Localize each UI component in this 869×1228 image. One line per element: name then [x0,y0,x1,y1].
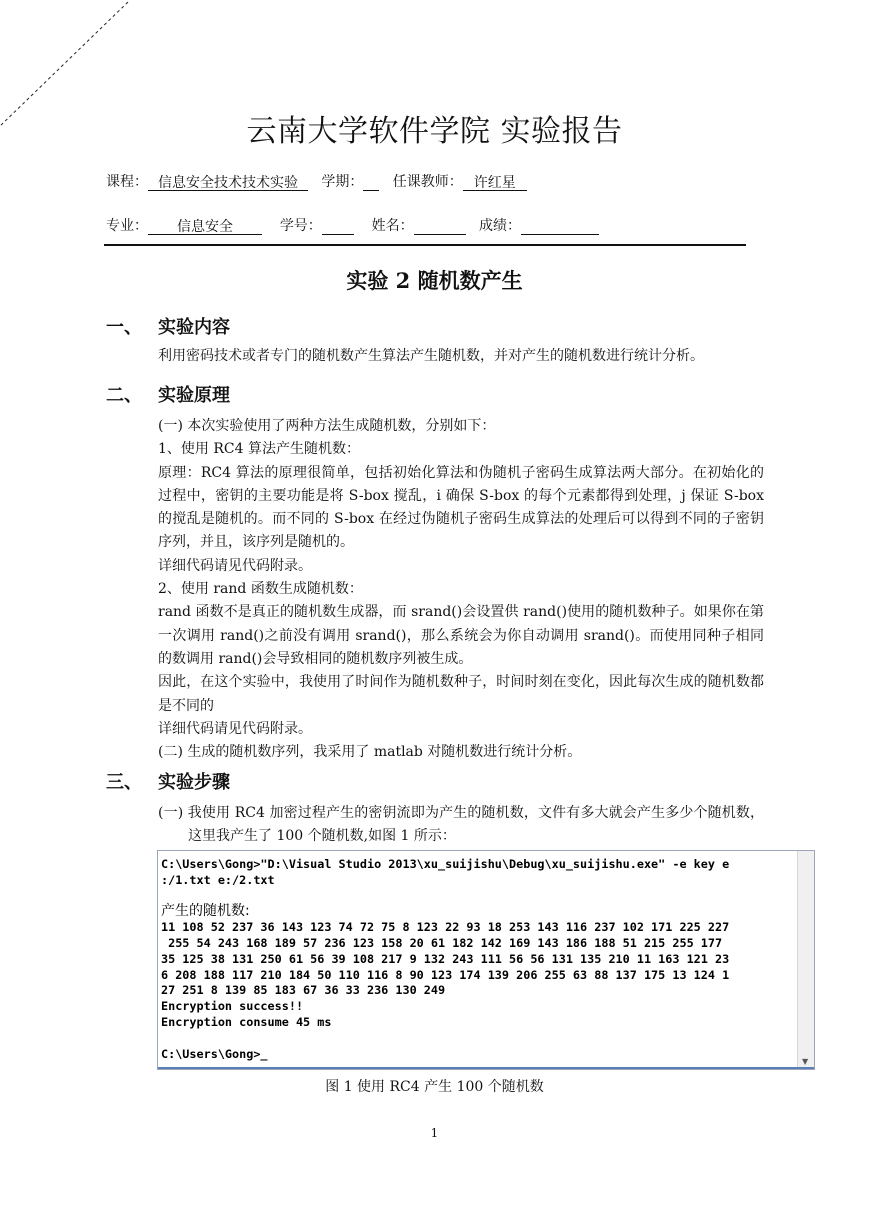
paragraph: 因此，在这个实验中，我使用了时间作为随机数种子，时间时刻在变化，因此每次生成的随机数都是不同的 [158,674,764,714]
term-label: 学期： [321,174,364,190]
paragraph: 利用密码技术或者专门的随机数产生算法产生随机数，并对产生的随机数进行统计分析。 [158,348,704,364]
paragraph: 详细代码请见代码附录。 [158,557,312,574]
console-bottom-border [158,1067,814,1069]
console-numbers-line: 11 108 52 237 36 143 123 74 72 75 8 123 22 93 18 253 143 116 237 102 171 225 227 [161,920,730,935]
student-name-value [414,216,466,235]
course-value: 信息安全技术技术实验 [148,172,308,191]
section-principle-body [158,415,764,764]
student-info-row [106,215,599,235]
paragraph: 详细代码请见代码附录。 [158,720,312,737]
paragraph: 2、使用 rand 函数生成随机数： [158,581,363,598]
figure-caption: 图 1 使用 RC4 产生 100 个随机数 [325,1079,544,1095]
console-numbers-line: 27 251 8 139 85 183 67 36 33 236 130 249 [161,983,446,998]
course-info-row [106,171,527,191]
console-time-message: Encryption consume 45 ms [161,1014,332,1029]
section-title: 实验原理 [158,385,230,406]
student-id-value [322,216,354,235]
score-value [521,216,599,235]
major-value: 信息安全 [148,216,262,235]
section-heading-principle [106,381,230,407]
console-output [161,857,793,1062]
score-label: 成绩： [478,218,521,234]
section-title: 实验内容 [158,317,230,338]
console-prompt: C:\Users\Gong>_ [161,1046,268,1061]
paragraph: (一) 本次实验使用了两种方法生成随机数，分别如下： [158,418,496,434]
scroll-down-arrow-icon: ▼ [802,1057,809,1066]
console-numbers-line: 35 125 38 131 250 61 56 39 108 217 9 132 243 111 56 56 131 135 210 11 163 121 23 [161,951,730,966]
console-numbers-line: 6 208 188 117 210 184 50 110 116 8 90 123 174 139 206 255 63 88 137 175 13 124 1 [161,967,730,982]
section-steps-body [158,802,764,849]
teacher-label: 任课教师： [392,174,463,190]
console-numbers-line: 255 54 243 168 189 57 236 123 158 20 61 182 142 169 143 186 188 51 215 255 177 [161,935,723,950]
section-heading-steps [106,768,230,794]
student-name-label: 姓名： [371,218,414,234]
course-label: 课程： [106,174,148,190]
console-screenshot [157,850,815,1070]
section-number: 三、 [106,772,142,793]
section-number: 二、 [106,385,142,406]
paragraph: (一) 我使用 RC4 加密过程产生的密钥流即为产生的随机数，文件有多大就会产生多少个随机数，这里我产生了 100 个随机数,如图 1 所示： [158,805,764,845]
report-title: 云南大学软件学院 实验报告 [246,114,623,149]
student-id-label: 学号： [279,218,322,234]
term-value [363,172,379,191]
teacher-value: 许红星 [463,172,527,191]
console-command: C:\Users\Gong>"D:\Visual Studio 2013\xu_suijishu\Debug\xu_suijishu.exe" -e key e [161,857,730,871]
experiment-title: 实验 2 随机数产生 [346,268,523,293]
paragraph: 原理：RC4 算法的原理很简单，包括初始化算法和伪随机子密码生成算法两大部分。在初始化的过程中，密钥的主要功能是将 S-box 搅乱，i 确保 S-box 的每个元素都得到处理，j 保证 S-box 的搅乱是随机的。而不同的 S-box 在经过伪随机子密码生成算法的处理后可以得到不同的子密钥序列，并且，该序列是随机的。 [158,464,764,551]
paragraph: (二) 生成的随机数序列，我采用了 matlab 对随机数进行统计分析。 [158,744,582,761]
section-number: 一、 [106,317,142,338]
section-title: 实验步骤 [158,772,230,793]
major-label: 专业： [106,218,148,234]
console-success-message: Encryption success!! [161,999,304,1014]
console-scrollbar [797,851,814,1069]
console-command-cont: :/1.txt e:/2.txt [161,872,275,887]
paragraph: rand 函数不是真正的随机数生成器，而 srand()会设置供 rand()使用的随机数种子。如果你在第一次调用 rand()之前没有调用 srand()，那么系统会为你自动调用 srand()。而使用同种子相同的数调用 rand()会导致相同的随机数序列被生成。 [158,604,764,667]
header-divider [104,244,746,246]
paragraph: 1、使用 RC4 算法产生随机数： [158,441,360,458]
section-heading-content [106,313,230,339]
page-number: 1 [430,1126,439,1140]
section-content-body [158,345,764,368]
console-random-label: 产生的随机数: [161,903,250,920]
